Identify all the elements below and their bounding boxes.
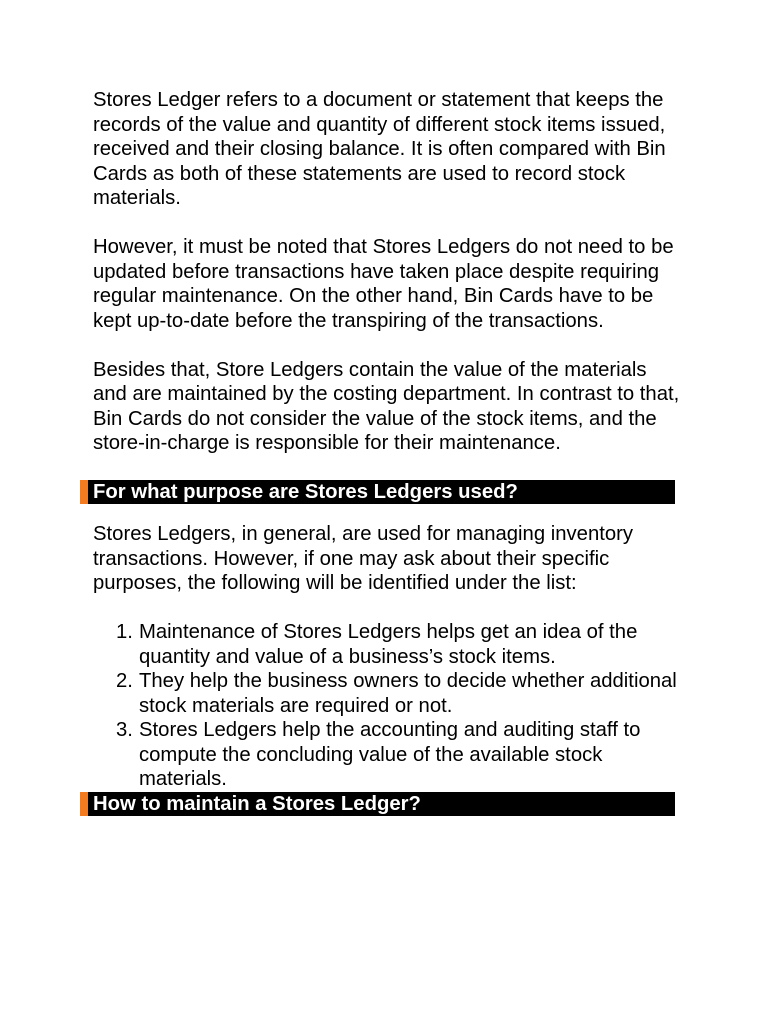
list-item-text: Maintenance of Stores Ledgers helps get an idea of the quantity and value of a business’s stock items.: [139, 621, 638, 668]
list-item: [93, 669, 683, 718]
section-heading-purpose: [80, 480, 675, 504]
heading-accent-marker: [80, 792, 88, 816]
section-heading-text: For what purpose are Stores Ledgers used?: [93, 481, 518, 503]
section-heading-maintain: [80, 792, 675, 816]
list-item: [93, 718, 683, 792]
paragraph-updating: However, it must be noted that Stores Ledgers do not need to be updated before transactions have taken place despite requiring regular maintenance. On the other hand, Bin Cards have to be kept up-to-date before the transpiring of the transactions.: [93, 236, 674, 332]
document-page: [93, 88, 683, 816]
list-item-number: 2.: [116, 670, 133, 692]
list-item-text: They help the business owners to decide whether additional stock materials are required or not.: [139, 670, 677, 717]
paragraph-definition: Stores Ledger refers to a document or statement that keeps the records of the value and quantity of different stock items issued, received and their closing balance. It is often compared with Bin Cards as both of these statements are used to record stock materials.: [93, 89, 666, 209]
heading-accent-marker: [80, 480, 88, 504]
purpose-list: [93, 620, 683, 792]
paragraph-value: Besides that, Store Ledgers contain the value of the materials and are maintained by the costing department. In contrast to that, Bin Cards do not consider the value of the stock items, and the store-in-charge is responsible for their maintenance.: [93, 358, 680, 454]
list-item-number: 3.: [116, 719, 133, 741]
list-item: [93, 620, 683, 669]
list-item-number: 1.: [116, 621, 133, 643]
section-heading-text: How to maintain a Stores Ledger?: [93, 792, 421, 815]
list-item-text: Stores Ledgers help the accounting and auditing staff to compute the concluding value of the available stock materials.: [139, 719, 641, 790]
paragraph-purpose-intro: Stores Ledgers, in general, are used for managing inventory transactions. However, if one may ask about their specific purposes, the following will be identified under the list:: [93, 523, 634, 594]
